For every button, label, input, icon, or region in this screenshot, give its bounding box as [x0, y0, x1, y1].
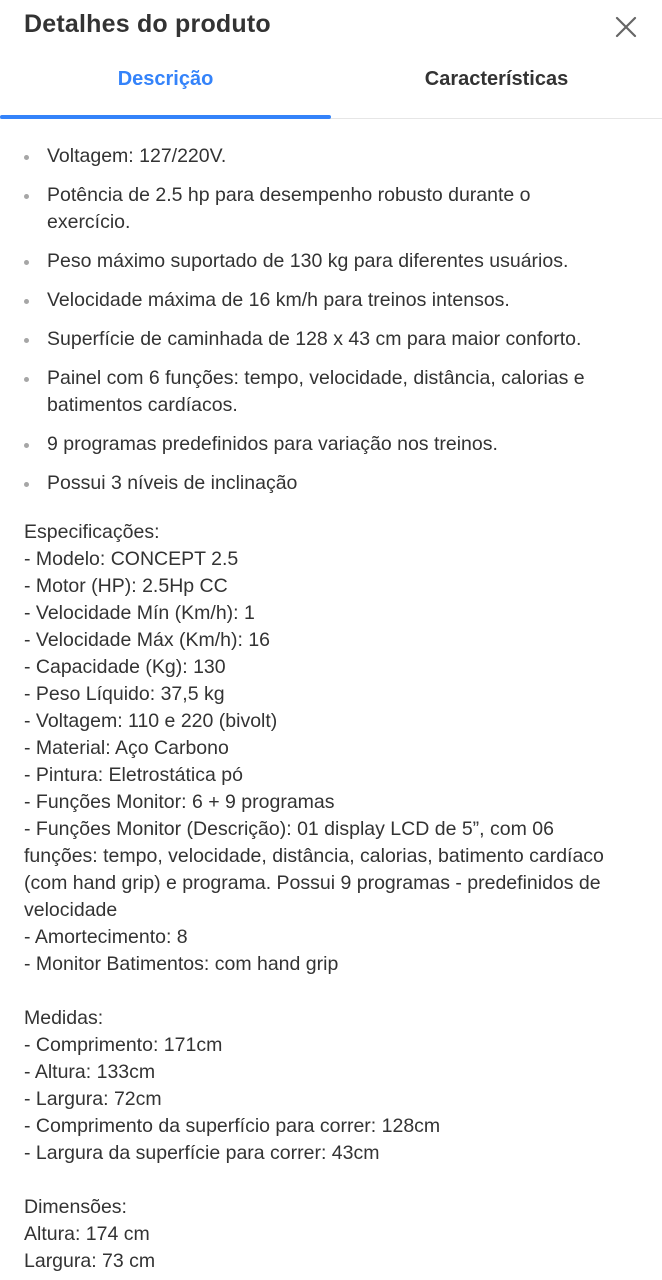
spec-line: - Peso Líquido: 37,5 kg — [24, 683, 225, 705]
bullet-icon — [24, 155, 29, 160]
list-item-text: Peso máximo suportado de 130 kg para diferentes usuários. — [47, 250, 569, 272]
close-button[interactable] — [612, 13, 640, 41]
list-item-text: Possui 3 níveis de inclinação — [47, 472, 298, 494]
list-item-text: Potência de 2.5 hp para desempenho robusto durante o exercício. — [47, 184, 531, 233]
measure-line: - Largura: 72cm — [24, 1088, 162, 1110]
bullet-icon — [24, 443, 29, 448]
list-item-text: 9 programas predefinidos para variação nos treinos. — [47, 433, 498, 455]
list-item-text: Superfície de caminhada de 128 x 43 cm para maior conforto. — [47, 328, 582, 350]
list-item — [24, 431, 638, 458]
measures-heading: Medidas: — [24, 1007, 104, 1029]
measure-line: - Comprimento da superfício para correr: 128cm — [24, 1115, 441, 1137]
list-item — [24, 470, 638, 497]
specifications-heading: Especificações: — [24, 521, 160, 543]
bullet-icon — [24, 194, 29, 199]
list-item-text: Velocidade máxima de 16 km/h para treinos intensos. — [47, 289, 510, 311]
spec-line: - Velocidade Máx (Km/h): 16 — [24, 629, 271, 651]
measure-line: - Altura: 133cm — [24, 1061, 156, 1083]
list-item — [24, 248, 638, 275]
close-icon — [612, 13, 640, 41]
page-title: Detalhes do produto — [24, 10, 271, 38]
list-item — [24, 182, 638, 236]
list-item-text: Voltagem: 127/220V. — [47, 145, 227, 167]
bullet-icon — [24, 482, 29, 487]
spec-line: - Funções Monitor (Descrição): 01 display LCD de 5”, com 06 funções: tempo, velocidade, distância, calorias, batimento cardíaco (com hand grip) e programa. Possui 9 programas - predefinidos de velocidade — [24, 818, 604, 921]
spec-line: - Monitor Batimentos: com hand grip — [24, 953, 339, 975]
description-content — [0, 119, 662, 1275]
list-item — [24, 365, 638, 419]
tab-caracteristicas[interactable]: Características — [424, 68, 569, 90]
bullet-icon — [24, 377, 29, 382]
dimension-line: Altura: 174 cm — [24, 1223, 150, 1245]
measure-line: - Comprimento: 171cm — [24, 1034, 223, 1056]
spacer — [24, 978, 638, 1005]
spec-line: - Motor (HP): 2.5Hp CC — [24, 575, 228, 597]
spec-line: - Capacidade (Kg): 130 — [24, 656, 226, 678]
measure-line: - Largura da superfície para correr: 43cm — [24, 1142, 380, 1164]
active-tab-indicator — [0, 115, 331, 119]
specifications-section — [24, 519, 638, 1275]
spec-line: - Amortecimento: 8 — [24, 926, 188, 948]
feature-list — [24, 143, 638, 497]
spec-line: - Funções Monitor: 6 + 9 programas — [24, 791, 335, 813]
spec-line: - Voltagem: 110 e 220 (bivolt) — [24, 710, 278, 732]
dimensions-heading: Dimensões: — [24, 1196, 127, 1218]
bullet-icon — [24, 299, 29, 304]
spec-line: - Modelo: CONCEPT 2.5 — [24, 548, 239, 570]
bullet-icon — [24, 338, 29, 343]
list-item — [24, 143, 638, 170]
list-item — [24, 326, 638, 353]
spec-line: - Pintura: Eletrostática pó — [24, 764, 243, 786]
list-item — [24, 287, 638, 314]
list-item-text: Painel com 6 funções: tempo, velocidade, distância, calorias e batimentos cardíacos. — [47, 367, 585, 416]
tab-bar — [0, 56, 662, 119]
spec-line: - Material: Aço Carbono — [24, 737, 229, 759]
modal-header — [0, 0, 662, 56]
tab-descricao[interactable]: Descrição — [117, 68, 214, 90]
bullet-icon — [24, 260, 29, 265]
spec-line: - Velocidade Mín (Km/h): 1 — [24, 602, 255, 624]
dimension-line: Largura: 73 cm — [24, 1250, 156, 1272]
spacer — [24, 1167, 638, 1194]
